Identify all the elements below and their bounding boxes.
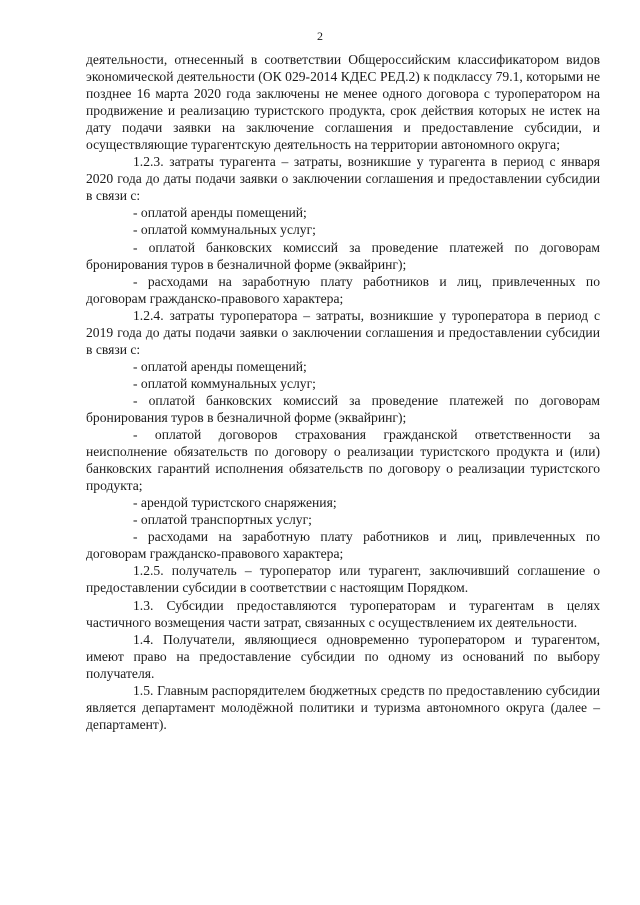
paragraph-1-2-4: 1.2.4. затраты туроператора – затраты, возникшие у туроператора в период с 2019 года до даты подачи заявки о заключении соглашения и предоставлении субсидии в связи с: bbox=[86, 307, 600, 357]
list-item: - расходами на заработную плату работников и лиц, привлеченных по договорам гражданско-правового характера; bbox=[86, 273, 600, 306]
paragraph-1-2-3: 1.2.3. затраты турагента – затраты, возникшие у турагента в период с января 2020 года до даты подачи заявки о заключении соглашения и предоставлении субсидии в связи с: bbox=[86, 154, 600, 204]
list-item: - оплатой аренды помещений; bbox=[133, 205, 307, 221]
list-item: - оплатой банковских комиссий за проведение платежей по договорам бронирования туров в безналичной форме (эквайринг); bbox=[86, 392, 600, 425]
list-item: - оплатой аренды помещений; bbox=[133, 358, 307, 374]
list-item: - арендой туристского снаряжения; bbox=[133, 495, 337, 511]
list-item: - оплатой коммунальных услуг; bbox=[133, 375, 316, 391]
page-number: 2 bbox=[317, 29, 323, 43]
paragraph-1-2-5: 1.2.5. получатель – туроператор или турагент, заключивший соглашение о предоставлении субсидии в соответствии с настоящим Порядком. bbox=[86, 563, 600, 596]
paragraph-continuation: деятельности, отнесенный в соответствии Общероссийским классификатором видов экономической деятельности (ОК 029-2014 КДЕС РЕД.2) к подклассу 79.1, которыми не позднее 16 марта 2020 года заключены не менее одного договора с туроператором на продвижение и реализацию туристского продукта, срок действия которых не истек на дату подачи заявки на заключение соглашения и предоставление субсидии, и осуществляющие турагентскую деятельность на территории автономного округа; bbox=[86, 52, 600, 153]
list-item: - оплатой банковских комиссий за проведение платежей по договорам бронирования туров в безналичной форме (эквайринг); bbox=[86, 239, 600, 272]
list-item: - расходами на заработную плату работников и лиц, привлеченных по договорам гражданско-правового характера; bbox=[86, 529, 600, 562]
paragraph-1-3: 1.3. Субсидии предоставляются туроператорам и турагентам в целях частичного возмещения части затрат, связанных с осуществлением их деятельности. bbox=[86, 597, 600, 630]
list-item: - оплатой транспортных услуг; bbox=[133, 512, 312, 528]
list-item: - оплатой договоров страхования гражданской ответственности за неисполнение обязательств по договору о реализации туристского продукта и (или) банковских гарантий исполнения обязательств по договору о реализации туристского продукта; bbox=[86, 427, 600, 494]
paragraph-1-5: 1.5. Главным распорядителем бюджетных средств по предоставлению субсидии является департамент молодёжной политики и туризма автономного округа (далее – департамент). bbox=[86, 682, 600, 732]
paragraph-1-4: 1.4. Получатели, являющиеся одновременно туроператором и турагентом, имеют право на предоставление субсидии по одному из оснований по выбору получателя. bbox=[86, 631, 600, 681]
document-body bbox=[86, 51, 600, 733]
list-item: - оплатой коммунальных услуг; bbox=[133, 222, 316, 238]
